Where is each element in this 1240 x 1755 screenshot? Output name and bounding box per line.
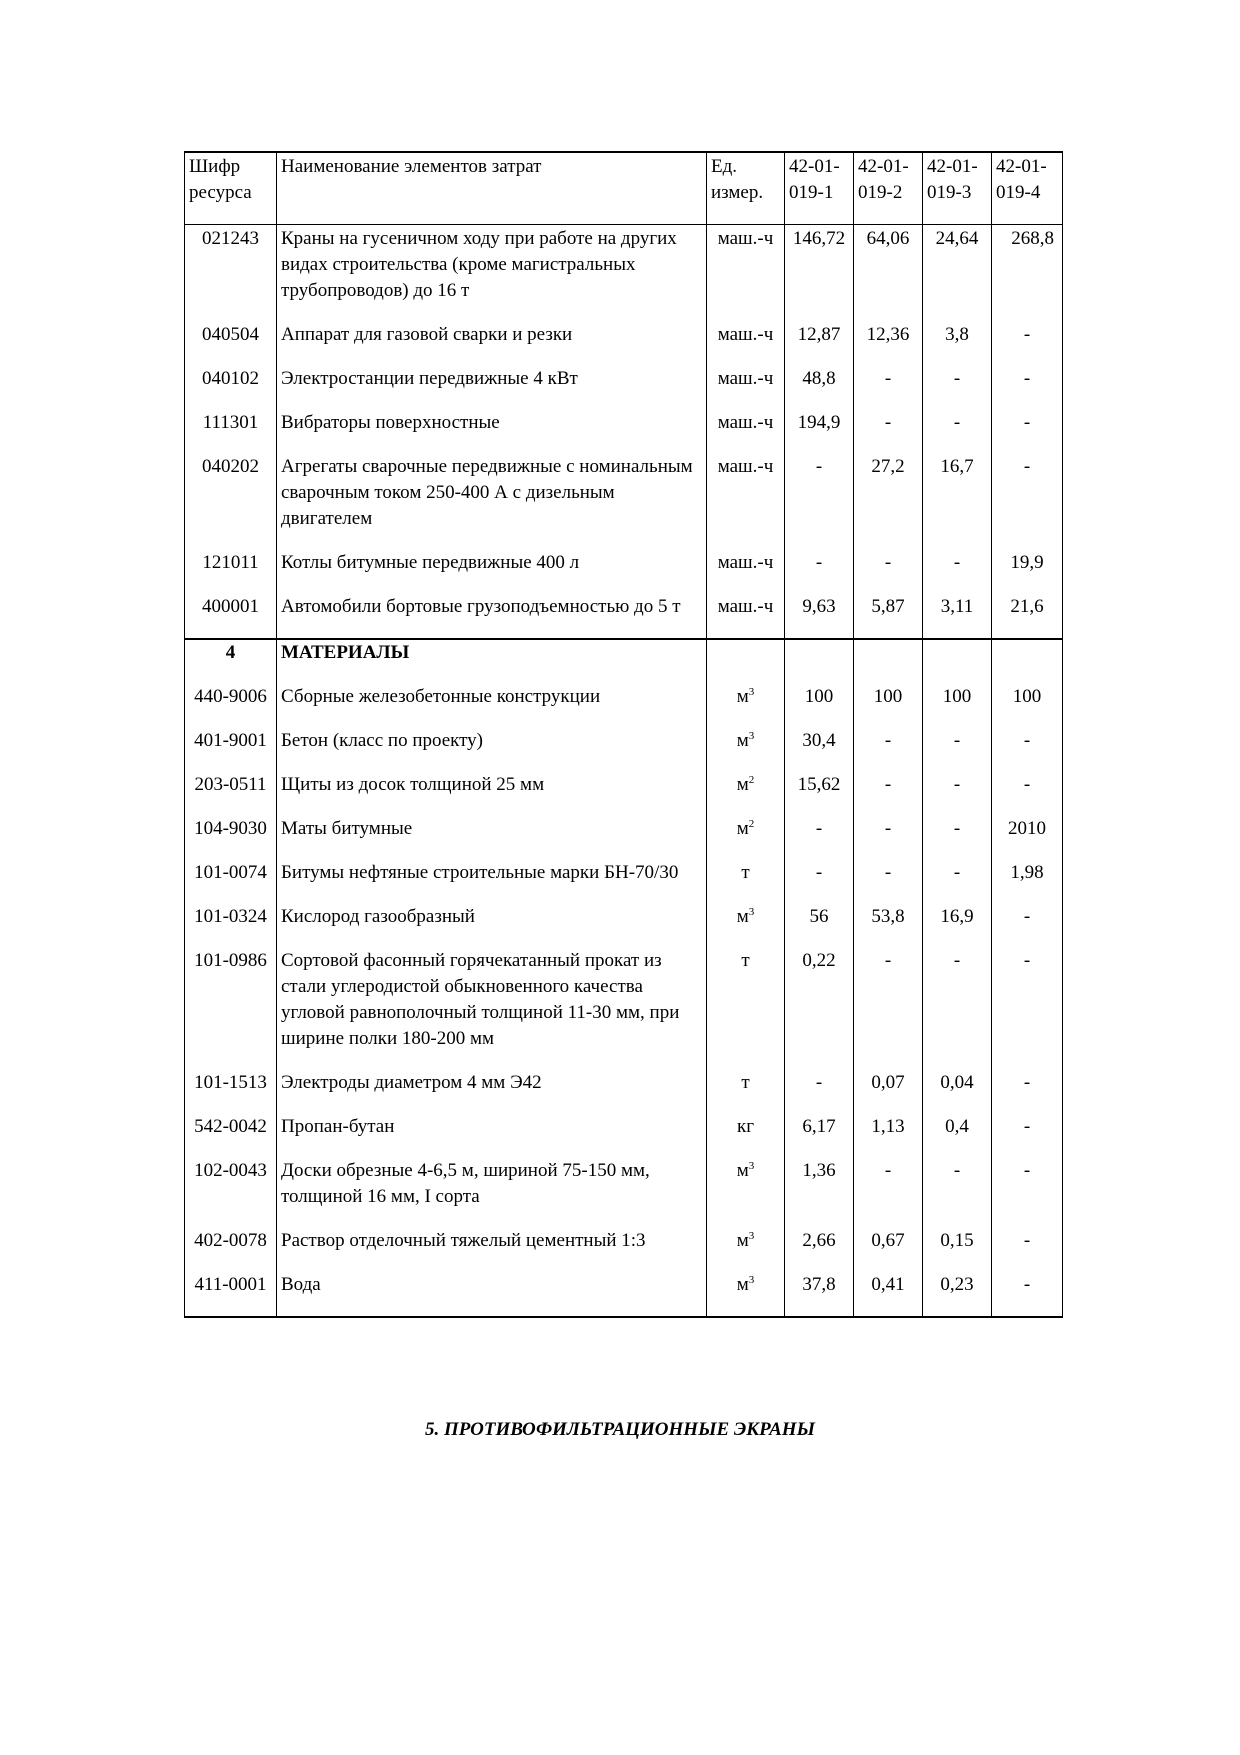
resource-code: 101-0324 xyxy=(185,904,277,948)
table-row xyxy=(185,684,1063,728)
value-col-3: 24,64 xyxy=(923,225,992,323)
table-row xyxy=(185,728,1063,772)
resource-code: 401-9001 xyxy=(185,728,277,772)
unit-text: м xyxy=(736,686,749,707)
value-col-3: - xyxy=(923,948,992,1070)
unit-text: т xyxy=(741,950,750,971)
value-col-3: 16,9 xyxy=(923,904,992,948)
value-col-1: 1,36 xyxy=(785,1158,854,1228)
section-name: МАТЕРИАЛЫ xyxy=(277,639,707,684)
value-col-2: 53,8 xyxy=(854,904,923,948)
value-col-4: 100 xyxy=(992,684,1063,728)
value-col-2: - xyxy=(854,816,923,860)
value-col-4: - xyxy=(992,728,1063,772)
table-row xyxy=(185,772,1063,816)
resource-unit xyxy=(707,366,785,410)
value-col-2: - xyxy=(854,550,923,594)
table-row xyxy=(185,225,1063,323)
resource-unit xyxy=(707,1158,785,1228)
header-unit: Ед. измер. xyxy=(707,152,785,225)
value-col-3: - xyxy=(923,860,992,904)
unit-exponent: 3 xyxy=(748,686,755,698)
resource-code: 402-0078 xyxy=(185,1228,277,1272)
value-col-4: 2010 xyxy=(992,816,1063,860)
value-col-2: 0,41 xyxy=(854,1272,923,1317)
resource-code: 542-0042 xyxy=(185,1114,277,1158)
header-col-3: 42-01-019-3 xyxy=(923,152,992,225)
value-col-3: - xyxy=(923,410,992,454)
resource-code: 104-9030 xyxy=(185,816,277,860)
resource-name: Агрегаты сварочные передвижные с номинальным сварочным током 250-400 А с дизельным двигателем xyxy=(277,454,707,550)
value-col-3: 0,15 xyxy=(923,1228,992,1272)
resource-name: Маты битумные xyxy=(277,816,707,860)
resource-name: Кислород газообразный xyxy=(277,904,707,948)
value-col-2: - xyxy=(854,366,923,410)
unit-exponent: 2 xyxy=(748,774,755,786)
resource-name: Аппарат для газовой сварки и резки xyxy=(277,322,707,366)
value-col-2: - xyxy=(854,772,923,816)
resource-code: 102-0043 xyxy=(185,1158,277,1228)
value-col-4: - xyxy=(992,1158,1063,1228)
table-row xyxy=(185,594,1063,639)
table-row xyxy=(185,1158,1063,1228)
unit-text: маш.-ч xyxy=(717,228,774,249)
table-row xyxy=(185,904,1063,948)
unit-text: т xyxy=(741,1072,750,1093)
resource-code: 411-0001 xyxy=(185,1272,277,1317)
value-col-2: 100 xyxy=(854,684,923,728)
unit-exponent: 2 xyxy=(748,818,755,830)
resource-name: Краны на гусеничном ходу при работе на других видах строительства (кроме магистральных трубопроводов) до 16 т xyxy=(277,225,707,323)
value-col-2: 0,07 xyxy=(854,1070,923,1114)
resource-name: Автомобили бортовые грузоподъемностью до 5 т xyxy=(277,594,707,639)
resource-name: Битумы нефтяные строительные марки БН-70/30 xyxy=(277,860,707,904)
unit-text: маш.-ч xyxy=(717,596,774,617)
header-col-4: 42-01-019-4 xyxy=(992,152,1063,225)
value-col-1: - xyxy=(785,1070,854,1114)
resource-name: Электроды диаметром 4 мм Э42 xyxy=(277,1070,707,1114)
resource-unit xyxy=(707,816,785,860)
value-col-2: 64,06 xyxy=(854,225,923,323)
unit-exponent: 3 xyxy=(748,730,755,742)
value-col-4: - xyxy=(992,772,1063,816)
value-col-2: - xyxy=(854,728,923,772)
unit-text: маш.-ч xyxy=(717,368,774,389)
value-col-4: 1,98 xyxy=(992,860,1063,904)
unit-text: маш.-ч xyxy=(717,552,774,573)
value-col-3: - xyxy=(923,816,992,860)
value-col-3: - xyxy=(923,550,992,594)
resource-code: 101-0074 xyxy=(185,860,277,904)
unit-text: м xyxy=(736,774,749,795)
value-col-4: - xyxy=(992,1070,1063,1114)
resource-unit xyxy=(707,550,785,594)
value-col-3: 0,23 xyxy=(923,1272,992,1317)
value-col-2: 27,2 xyxy=(854,454,923,550)
resource-unit xyxy=(707,948,785,1070)
value-col-1: 37,8 xyxy=(785,1272,854,1317)
table-row xyxy=(185,1070,1063,1114)
table-row xyxy=(185,410,1063,454)
resource-code: 040102 xyxy=(185,366,277,410)
value-col-4: 19,9 xyxy=(992,550,1063,594)
value-col-4: - xyxy=(992,454,1063,550)
value-col-1: 100 xyxy=(785,684,854,728)
resource-unit xyxy=(707,454,785,550)
unit-text: м xyxy=(736,1230,749,1251)
table-body xyxy=(185,225,1063,1318)
unit-text: т xyxy=(741,862,750,883)
value-col-4: - xyxy=(992,410,1063,454)
section-code: 4 xyxy=(185,639,277,684)
resource-table xyxy=(184,151,1063,1318)
resource-name: Бетон (класс по проекту) xyxy=(277,728,707,772)
value-col-3: 3,8 xyxy=(923,322,992,366)
value-col-4: 268,8 xyxy=(992,225,1063,323)
unit-exponent: 3 xyxy=(748,1274,755,1286)
table-row xyxy=(185,1228,1063,1272)
resource-code: 040504 xyxy=(185,322,277,366)
value-col-1: - xyxy=(785,454,854,550)
unit-exponent: 3 xyxy=(748,906,755,918)
value-col-2: - xyxy=(854,948,923,1070)
unit-text: м xyxy=(736,906,749,927)
unit-text: м xyxy=(736,730,749,751)
section-title: 5. ПРОТИВОФИЛЬТРАЦИОННЫЕ ЭКРАНЫ xyxy=(425,1419,815,1440)
resource-name: Доски обрезные 4-6,5 м, шириной 75-150 мм, толщиной 16 мм, I сорта xyxy=(277,1158,707,1228)
resource-unit xyxy=(707,1228,785,1272)
resource-code: 121011 xyxy=(185,550,277,594)
unit-exponent: 3 xyxy=(748,1230,755,1242)
value-col-2: 5,87 xyxy=(854,594,923,639)
resource-code: 203-0511 xyxy=(185,772,277,816)
resource-name: Котлы битумные передвижные 400 л xyxy=(277,550,707,594)
resource-unit xyxy=(707,684,785,728)
resource-unit xyxy=(707,594,785,639)
resource-unit xyxy=(707,1114,785,1158)
header-col-1: 42-01-019-1 xyxy=(785,152,854,225)
unit-text: м xyxy=(736,818,749,839)
value-col-2: 12,36 xyxy=(854,322,923,366)
unit-text: м xyxy=(736,1160,749,1181)
header-code: Шифр ресурса xyxy=(185,152,277,225)
value-col-3: 3,11 xyxy=(923,594,992,639)
resource-unit xyxy=(707,322,785,366)
resource-unit xyxy=(707,225,785,323)
section-row xyxy=(185,639,1063,684)
value-col-1: 194,9 xyxy=(785,410,854,454)
value-col-2: - xyxy=(854,1158,923,1228)
table-row xyxy=(185,948,1063,1070)
value-col-1: 146,72 xyxy=(785,225,854,323)
value-col-1: 6,17 xyxy=(785,1114,854,1158)
resource-name: Щиты из досок толщиной 25 мм xyxy=(277,772,707,816)
resource-name: Сборные железобетонные конструкции xyxy=(277,684,707,728)
resource-code: 101-1513 xyxy=(185,1070,277,1114)
table-row xyxy=(185,1114,1063,1158)
table-row xyxy=(185,454,1063,550)
resource-code: 021243 xyxy=(185,225,277,323)
value-col-3: - xyxy=(923,772,992,816)
unit-text: кг xyxy=(736,1116,755,1137)
resource-name: Вибраторы поверхностные xyxy=(277,410,707,454)
header-col-2: 42-01-019-2 xyxy=(854,152,923,225)
value-col-2: - xyxy=(854,860,923,904)
value-col-1: 0,22 xyxy=(785,948,854,1070)
value-col-4: - xyxy=(992,322,1063,366)
value-col-3: - xyxy=(923,366,992,410)
resource-name: Раствор отделочный тяжелый цементный 1:3 xyxy=(277,1228,707,1272)
value-col-1: 12,87 xyxy=(785,322,854,366)
value-col-3: 16,7 xyxy=(923,454,992,550)
table-row xyxy=(185,366,1063,410)
unit-text: м xyxy=(736,1274,749,1295)
unit-text: маш.-ч xyxy=(717,456,774,477)
resource-code: 440-9006 xyxy=(185,684,277,728)
resource-code: 111301 xyxy=(185,410,277,454)
value-col-1: 9,63 xyxy=(785,594,854,639)
table-row xyxy=(185,322,1063,366)
value-col-2: 0,67 xyxy=(854,1228,923,1272)
value-col-3: 0,4 xyxy=(923,1114,992,1158)
value-col-4: - xyxy=(992,1228,1063,1272)
table-header-row xyxy=(185,152,1063,225)
value-col-4: - xyxy=(992,1114,1063,1158)
resource-unit xyxy=(707,772,785,816)
resource-unit xyxy=(707,904,785,948)
resource-name: Пропан-бутан xyxy=(277,1114,707,1158)
value-col-3: - xyxy=(923,1158,992,1228)
table-row xyxy=(185,816,1063,860)
value-col-1: - xyxy=(785,816,854,860)
value-col-4: 21,6 xyxy=(992,594,1063,639)
resource-name: Сортовой фасонный горячекатанный прокат из стали углеродистой обыкновенного качества угловой равнополочный толщиной 11-30 мм, при ширине полки 180-200 мм xyxy=(277,948,707,1070)
resource-code: 040202 xyxy=(185,454,277,550)
value-col-3: - xyxy=(923,728,992,772)
resource-unit xyxy=(707,410,785,454)
value-col-4: - xyxy=(992,366,1063,410)
value-col-1: 30,4 xyxy=(785,728,854,772)
value-col-1: 2,66 xyxy=(785,1228,854,1272)
resource-unit xyxy=(707,1272,785,1317)
unit-text: маш.-ч xyxy=(717,412,774,433)
value-col-4: - xyxy=(992,948,1063,1070)
resource-name: Вода xyxy=(277,1272,707,1317)
value-col-4: - xyxy=(992,904,1063,948)
unit-exponent: 3 xyxy=(748,1160,755,1172)
resource-code: 101-0986 xyxy=(185,948,277,1070)
table-row xyxy=(185,550,1063,594)
value-col-4: - xyxy=(992,1272,1063,1317)
resource-code: 400001 xyxy=(185,594,277,639)
value-col-1: - xyxy=(785,860,854,904)
value-col-1: 48,8 xyxy=(785,366,854,410)
value-col-1: - xyxy=(785,550,854,594)
resource-unit xyxy=(707,860,785,904)
resource-unit xyxy=(707,1070,785,1114)
table-row xyxy=(185,860,1063,904)
value-col-3: 100 xyxy=(923,684,992,728)
value-col-1: 56 xyxy=(785,904,854,948)
table-row xyxy=(185,1272,1063,1317)
resource-name: Электростанции передвижные 4 кВт xyxy=(277,366,707,410)
header-name: Наименование элементов затрат xyxy=(277,152,707,225)
value-col-1: 15,62 xyxy=(785,772,854,816)
resource-unit xyxy=(707,728,785,772)
value-col-2: 1,13 xyxy=(854,1114,923,1158)
value-col-3: 0,04 xyxy=(923,1070,992,1114)
unit-text: маш.-ч xyxy=(717,324,774,345)
value-col-2: - xyxy=(854,410,923,454)
